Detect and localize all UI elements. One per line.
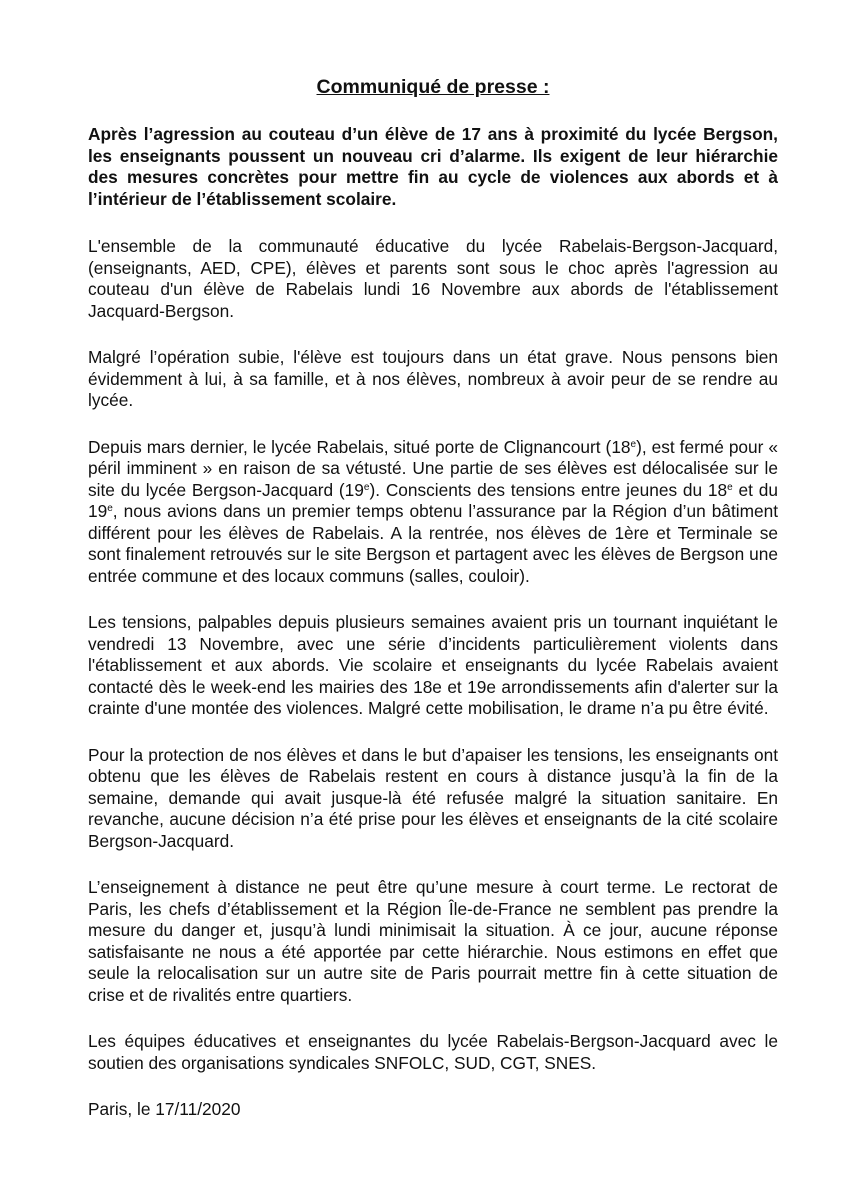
- paragraph-student-condition: Malgré l’opération subie, l'élève est toujours dans un état grave. Nous pensons bien évidemment à lui, à sa famille, et à nos élèves, nombreux à avoir peur de se rendre au lycée.: [88, 347, 778, 410]
- ordinal-suffix: e: [107, 503, 113, 514]
- paragraph-demands: L’enseignement à distance ne peut être qu’une mesure à court terme. Le rectorat de Paris, les chefs d’établissement et la Région Île-de-France ne semblent pas prendre la mesure du danger et, jusqu’à lundi minimisait la situation. À ce jour, aucune réponse satisfaisante ne nous a été apportée par cette hiérarchie. Nous estimons en effet que seule la relocalisation sur un autre site de Paris pourrait mettre fin à cette situation de crise et de rivalités entre quartiers.: [88, 877, 778, 1005]
- paragraph-text-segment: ). Conscients des tensions entre jeunes du 18: [369, 479, 728, 500]
- paragraph-text-segment: Depuis mars dernier, le lycée Rabelais, situé porte de Clignancourt (18: [88, 436, 631, 457]
- paragraph-text-segment: et du 19: [88, 479, 778, 521]
- paragraph-text-segment: ), est fermé pour « péril imminent » en raison de sa vétusté. Une partie de ses élèves est délocalisée sur le site du lycée Bergson-Jacquard (19: [88, 436, 778, 500]
- lead-paragraph: Après l’agression au couteau d’un élève de 17 ans à proximité du lycée Bergson, les enseignants poussent un nouveau cri d’alarme. Ils exigent de leur hiérarchie des mesures concrètes pour mettre fin au cycle de violences aux abords et à l’intérieur de l’établissement scolaire.: [88, 124, 778, 209]
- ordinal-suffix: e: [630, 438, 637, 450]
- press-release-page: [88, 75, 778, 1146]
- document-title: Communiqué de presse :: [316, 76, 550, 98]
- ordinal-suffix: e: [727, 481, 733, 493]
- paragraph-signatories: Les équipes éducatives et enseignantes du lycée Rabelais-Bergson-Jacquard avec le soutien des organisations syndicales SNFOLC, SUD, CGT, SNES.: [88, 1031, 778, 1073]
- paragraph-text-segment: , nous avions dans un premier temps obtenu l’assurance par la Région d’un bâtiment différent pour les élèves de Rabelais. A la rentrée, nos élèves de 1ère et Terminale se sont finalement retrouvés sur le site Bergson et partagent avec les élèves de Bergson une entrée commune et des locaux communs (salles, couloir).: [88, 501, 778, 586]
- ordinal-suffix: e: [363, 481, 370, 493]
- place-and-date: Paris, le 17/11/2020: [88, 1099, 241, 1119]
- paragraph-relocation-context: [88, 437, 778, 588]
- paragraph-remote-classes: Pour la protection de nos élèves et dans le but d’apaiser les tensions, les enseignants ont obtenu que les élèves de Rabelais restent en cours à distance jusqu’à la fin de la semaine, demande qui avait jusque-là été refusée malgré la situation sanitaire. En revanche, aucune décision n’a été prise pour les élèves et enseignants de la cité scolaire Bergson-Jacquard.: [88, 744, 778, 851]
- paragraph-rising-tensions: Les tensions, palpables depuis plusieurs semaines avaient pris un tournant inquiétant le vendredi 13 Novembre, avec une série d’incidents particulièrement violents dans l'établissement et aux abords. Vie scolaire et enseignants du lycée Rabelais avaient contacté dès le week-end les mairies des 18e et 19e arrondissements afin d'alerter sur la crainte d'une montée des violences. Malgré cette mobilisation, le drame n’a pu être évité.: [88, 612, 778, 718]
- paragraph-community-shock: L'ensemble de la communauté éducative du lycée Rabelais-Bergson-Jacquard, (enseignants, AED, CPE), élèves et parents sont sous le choc après l'agression au couteau d'un élève de Rabelais lundi 16 Novembre aux abords de l'établissement Jacquard-Bergson.: [88, 236, 778, 321]
